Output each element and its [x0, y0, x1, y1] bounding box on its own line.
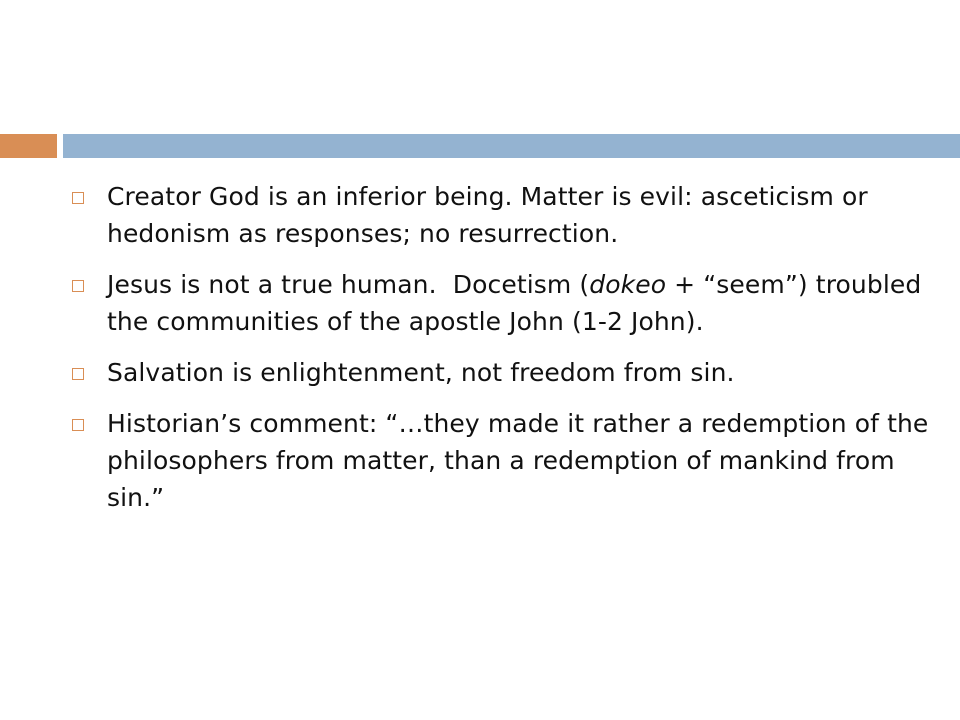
bullet-text — [107, 270, 929, 336]
header-accent-bar — [0, 134, 57, 158]
bullet-square-icon — [72, 192, 84, 204]
header-bar — [63, 134, 960, 158]
bullet-list — [72, 178, 937, 530]
bullet-text — [107, 182, 876, 248]
bullet-square-icon — [72, 368, 84, 380]
bullet-item — [72, 266, 932, 340]
bullet-text-segment: Creator God is an inferior being. Matter is evil: asceticism or hedonism as responses; no resurrection. — [107, 182, 876, 248]
bullet-item — [72, 405, 937, 516]
bullet-text-segment: Salvation is enlightenment, not freedom from sin. — [107, 358, 735, 387]
bullet-text — [107, 358, 735, 387]
bullet-text-segment: Jesus is not a true human. Docetism ( — [107, 270, 590, 299]
bullet-square-icon — [72, 280, 84, 292]
bullet-text-segment: + “seem”) troubled the communities of the apostle John (1-2 John). — [107, 270, 930, 336]
bullet-item — [72, 354, 932, 391]
bullet-square-icon — [72, 419, 84, 431]
bullet-text-segment: Historian’s comment: “…they made it rather a redemption of the philosophers from matter, than a redemption of mankind from sin.” — [107, 409, 937, 512]
bullet-item — [72, 178, 932, 252]
bullet-text — [107, 409, 936, 512]
bullet-text-italic-segment: dokeo — [589, 270, 667, 299]
